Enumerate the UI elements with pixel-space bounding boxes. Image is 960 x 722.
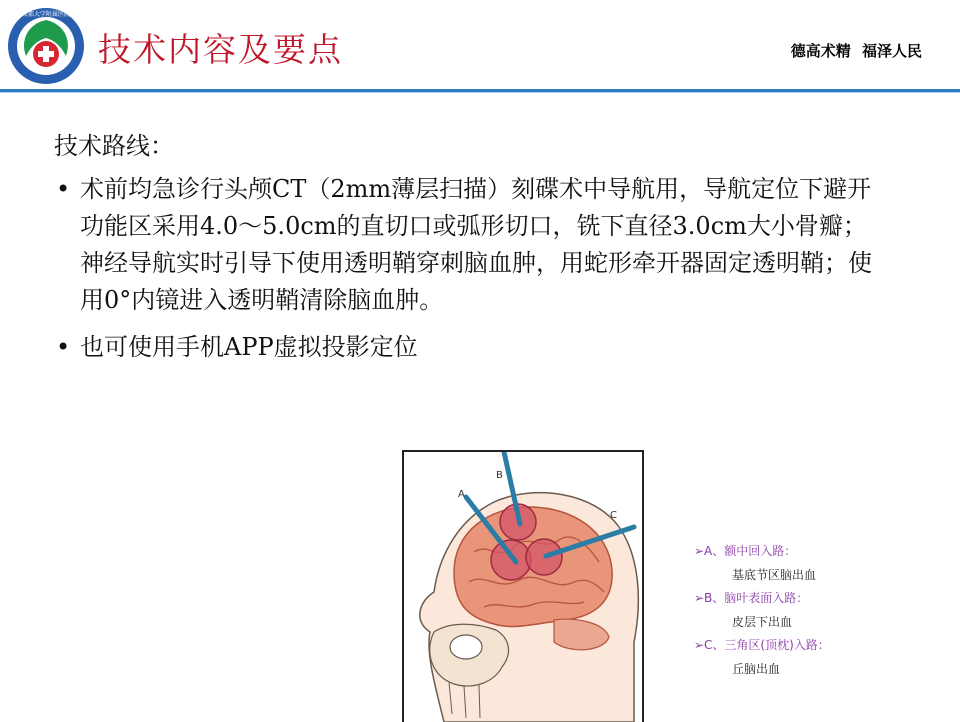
hospital-logo [6, 6, 86, 86]
legend-heading: ➢A、额中回入路： [694, 544, 797, 558]
header-divider-light [0, 92, 960, 93]
hospital-motto: 德高术精 福泽人民 [790, 42, 922, 60]
route-label: 技术路线： [54, 132, 174, 160]
hematoma-a [491, 540, 531, 580]
logo-ring-text: 成都大学附属医院 [21, 11, 71, 18]
skull-brain-diagram [404, 452, 642, 722]
label-c: C [610, 510, 617, 521]
bullet-dot-icon: • [56, 175, 71, 203]
legend-heading: ➢B、脑叶表面入路： [694, 591, 809, 605]
bullet-item [54, 329, 904, 366]
bullet-item [54, 171, 904, 319]
eye-socket [450, 635, 482, 659]
bullet-text: 也可使用手机APP虚拟投影定位 [80, 333, 418, 361]
legend-detail: 皮层下出血 [732, 614, 793, 629]
approach-legend [694, 540, 914, 681]
bullet-dot-icon: • [56, 333, 71, 361]
slide-body [54, 128, 904, 376]
legend-detail: 丘脑出血 [732, 661, 781, 676]
legend-heading: ➢C、三角区(顶枕)入路： [694, 638, 830, 652]
label-b: B [496, 470, 503, 481]
surgical-approach-illustration [402, 450, 644, 722]
bullet-text: 术前均急诊行头颅CT（2mm薄层扫描）刻碟术中导航用，导航定位下避开功能区采用4.0～5.0cm的直切口或弧形切口，铣下直径3.0cm大小骨瓣；神经导航实时引导下使用透明鞘穿刺脑血肿，用蛇形牵开器固定透明鞘；使用0°内镜进入透明鞘清除脑血肿。 [80, 175, 872, 314]
legend-detail: 基底节区脑出血 [732, 567, 817, 582]
label-a: A [458, 489, 465, 500]
slide-header [0, 0, 960, 96]
slide-title: 技术内容及要点 [98, 30, 343, 69]
